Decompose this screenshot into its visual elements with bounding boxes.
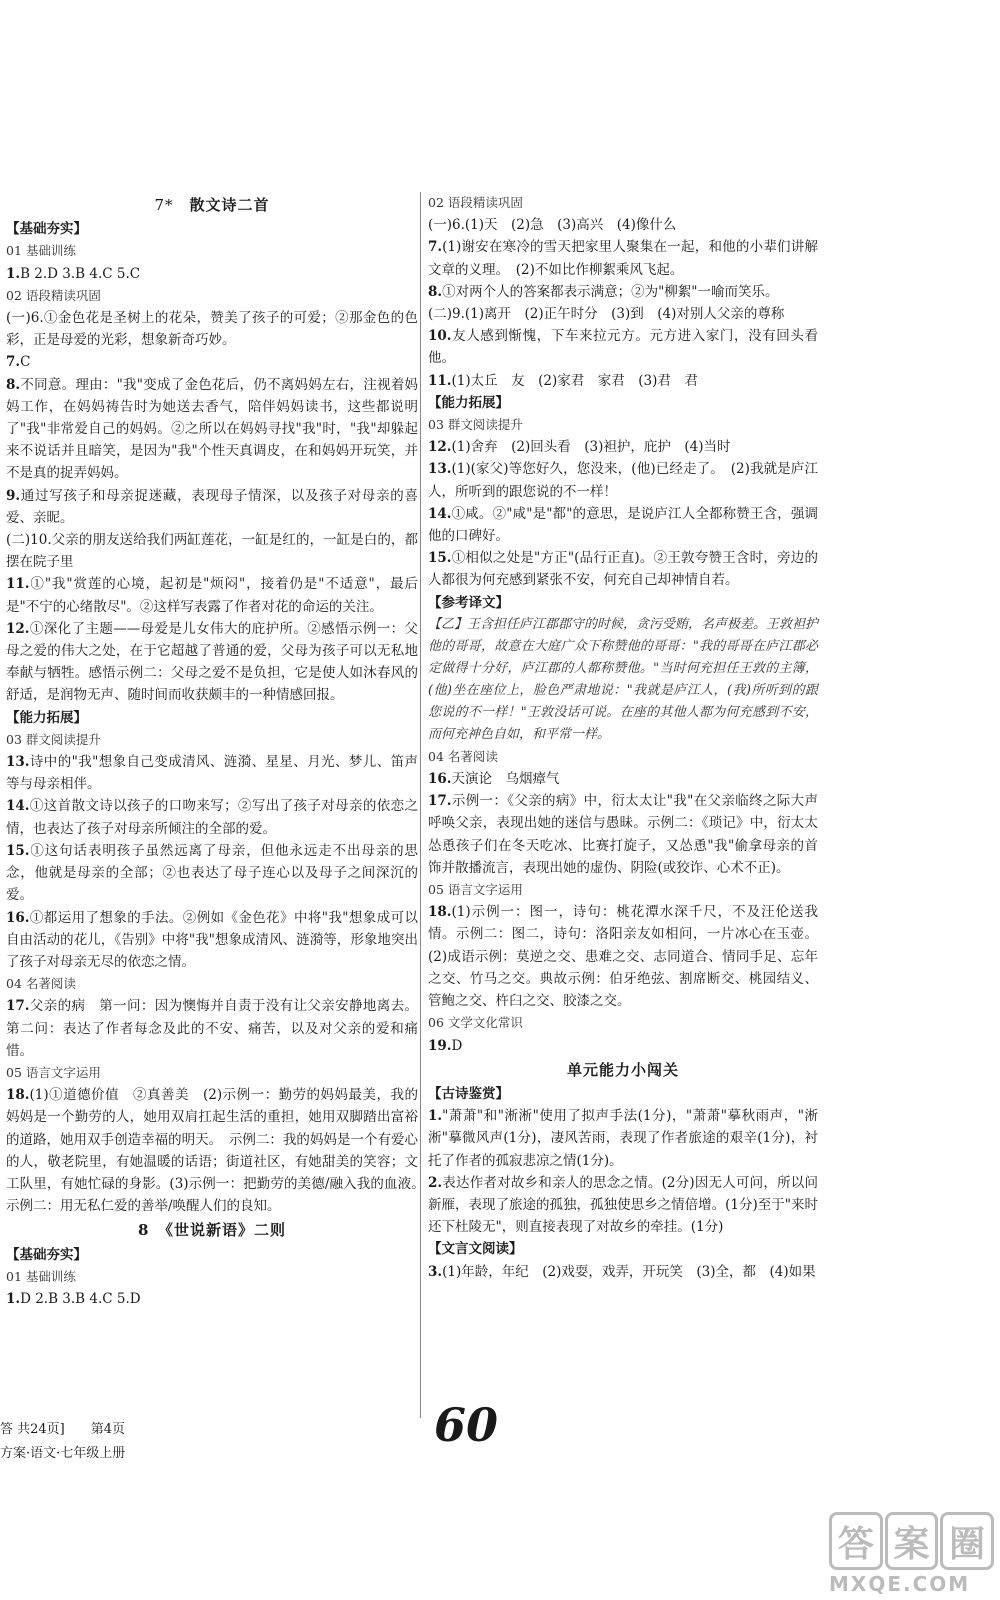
answer-item xyxy=(6,840,418,907)
answer-number: 7. xyxy=(428,239,443,256)
footer xyxy=(0,1418,125,1466)
answer-text: 友人感到惭愧，下车来拉元方。元方进入家门，没有回头看他。 xyxy=(428,328,818,367)
answer-number: 12. xyxy=(6,620,30,637)
answer-number: 18. xyxy=(428,904,452,921)
answer-number: 16. xyxy=(6,909,30,926)
watermark-glyph: 圈 xyxy=(940,1512,994,1570)
answer-text: (1)谢安在寒冷的雪天把家里人聚集在一起，和他的小辈们讲解文章的义理。 (2)不如比作柳絮乘风飞起。 xyxy=(428,239,818,278)
answer-item xyxy=(6,618,418,707)
answer-text: B 2.D 3.B 4.C 5.C xyxy=(20,265,141,282)
answer-text: (1)(家父)等您好久，您没来，(他)已经走了。 (2)我就是庐江人，所听到的跟您说的不一样！ xyxy=(428,461,818,500)
answer-item xyxy=(428,547,818,591)
translation-text: 【乙】王含担任庐江郡郡守的时候，贪污受贿，名声极差。王敦袒护他的哥哥，故意在大庭广众下称赞他的哥哥："我的哥哥在庐江郡必定做得十分好，庐江郡的人都称赞他。"当时何充担任王敦的主簿，(他)坐在座位上，脸色严肃地说："我就是庐江人，(我)所听到的跟您说的不一样！"王敦没话可说。在座的其他人都为何充感到不安，而何充神色自如，和平常一样。 xyxy=(428,616,819,742)
answer-item xyxy=(428,370,818,392)
answer-text: ①这句话表明孩子虽然远离了母亲，但他永远走不出母亲的思念，他就是母亲的全部；②也表达了母子连心以及母子之间深沉的爱。 xyxy=(6,842,418,904)
answer-text: (1)①道德价值 ②真善美 (2)示例一：勤劳的妈妈最美，我的妈妈是一个勤劳的人，她用双肩扛起生活的重担，她用双脚踏出富裕的道路，她用双手创造幸福的明天。 示例二：我的妈妈是一个有爱心的人，敬老院里，有她温暖的话语；街道社区，有她甜美的笑容；文工队里，有她忙碌的身影。(3)示例一：把勤劳的美德/融入我的血液。 示例二：用无私仁爱的善举/唤醒人们的良知。 xyxy=(6,1087,432,1215)
answer-text: 通过写孩子和母亲捉迷藏，表现母子情深，以及孩子对母亲的喜爱、亲昵。 xyxy=(6,487,418,526)
answer-item xyxy=(428,1035,818,1057)
answer-item xyxy=(428,503,818,547)
answer-item xyxy=(428,768,818,790)
answer-item xyxy=(428,436,818,458)
answer-number: 16. xyxy=(428,771,452,788)
answer-text: ①这首散文诗以孩子的口吻来写；②写出了孩子对母亲的依恋之情，也表达了孩子对母亲所倾注的全部的爱。 xyxy=(6,798,418,837)
section-heading: 【古诗鉴赏】 xyxy=(428,1085,509,1102)
subsection-label: 03 群文阅读提升 xyxy=(6,731,101,747)
section-title: 8 《世说新语》二则 xyxy=(138,1221,286,1240)
answer-number: 12. xyxy=(428,439,452,456)
answer-item xyxy=(428,901,818,1012)
answer-item xyxy=(6,351,418,373)
section-title xyxy=(6,194,418,216)
right-column xyxy=(428,192,818,1283)
answer-number: 13. xyxy=(428,461,452,478)
watermark-text: MXQE.COM xyxy=(829,1572,971,1596)
section-title-text: 散文诗二首 xyxy=(189,196,270,214)
subsection-label: 02 语段精读巩固 xyxy=(6,287,101,303)
answer-number: 19. xyxy=(428,1037,452,1054)
answer-item xyxy=(6,529,418,573)
answer-text: D xyxy=(451,1037,463,1054)
answer-text: 示例一：《父亲的病》中，衍太太让"我"在父亲临终之际大声呼唤父亲，表现出她的迷信与愚昧。示例二：《琐记》中，衍太太怂恿孩子们在冬天吃冰、比赛打旋子，又怂恿"我"偷拿母亲的首饰并散播流言，表现出她的虚伪、阴险(或狡诈、心术不正)。 xyxy=(428,793,818,876)
section-heading: 【文言文阅读】 xyxy=(428,1241,523,1258)
answer-number: 14. xyxy=(428,505,452,522)
watermark-glyph: 答 xyxy=(829,1512,883,1570)
answer-number: 11. xyxy=(428,372,452,389)
answer-number: 3. xyxy=(428,1263,443,1280)
answer-item xyxy=(428,236,818,280)
answer-text: (1)年龄，年纪 (2)戏耍，戏弄，开玩笑 (3)全，都 (4)如果 xyxy=(442,1263,816,1280)
answer-number: 2. xyxy=(428,1174,443,1191)
answer-text: (1)舍弃 (2)回头看 (3)袒护，庇护 (4)当时 xyxy=(451,439,731,456)
section-title: 单元能力小闯关 xyxy=(566,1060,679,1079)
footer-page-info: 答 共24页] 第4页 xyxy=(0,1422,126,1437)
subsection-label: 03 群文阅读提升 xyxy=(428,417,523,433)
answer-number: 17. xyxy=(428,793,452,810)
answer-text: (1)太丘 友 (2)家君 家君 (3)君 君 xyxy=(451,372,698,389)
answer-item xyxy=(6,485,418,529)
section-heading: 【能力拓展】 xyxy=(428,394,509,411)
answer-item xyxy=(6,751,418,795)
answer-text: ①相似之处是"方正"(品行正直)。②王敦夸赞王含时，旁边的人都很为何充感到紧张不安，何充自己却神情自若。 xyxy=(428,550,818,589)
answer-item xyxy=(428,281,818,303)
answer-item xyxy=(428,458,818,502)
watermark-logo xyxy=(829,1512,994,1594)
subsection-label: 01 基础训练 xyxy=(6,243,76,259)
answer-text: ①深化了主题——母爱是儿女伟大的庇护所。②感悟示例一：父母之爱的伟大之处，在于它超越了普通的爱，父母为孩子可以无私地奉献与牺牲。感悟示例二：父母之爱不是负担，它是使人如沐春风的舒适，是润物无声、随时间而收获颇丰的一种情感回报。 xyxy=(6,620,418,704)
subsection-label: 05 语言文字运用 xyxy=(428,882,523,898)
answer-text: ①咸。②"咸"是"都"的意思，是说庐江人全都称赞王含，强调他的口碑好。 xyxy=(428,505,818,545)
section-number: 7* xyxy=(154,196,174,214)
section-heading: 【能力拓展】 xyxy=(6,709,87,726)
answer-item xyxy=(428,325,818,369)
answer-text: (二)9.(1)离开 (2)正午时分 (3)到 (4)对别人父亲的尊称 xyxy=(428,306,785,323)
section-heading: 【基础夯实】 xyxy=(6,1246,87,1263)
answer-number: 15. xyxy=(428,550,452,567)
answer-number: 8. xyxy=(6,376,21,393)
answer-number: 13. xyxy=(6,754,30,771)
answer-text: 父亲的病 第一问：因为懊悔并自责于没有让父亲安静地离去。第二问：表达了作者每念及此的不安、痛苦，以及对父亲的爱和痛惜。 xyxy=(6,998,418,1059)
answer-number: 1. xyxy=(6,1290,21,1307)
left-column xyxy=(6,192,432,1310)
answer-item xyxy=(6,307,418,351)
subsection-label: 02 语段精读巩固 xyxy=(428,195,523,210)
answer-item xyxy=(428,303,818,325)
answer-item xyxy=(428,214,818,236)
watermark-glyph: 案 xyxy=(885,1512,939,1570)
answer-number: 18. xyxy=(6,1087,30,1104)
answer-text: ①"我"赏莲的心境，起初是"烦闷"，接着仍是"不适意"，最后是"不宁的心绪散尽"。②这样写表露了作者对花的命运的关注。 xyxy=(6,576,418,615)
answer-item xyxy=(428,1105,818,1172)
answer-text: 诗中的"我"想象自己变成清风、涟漪、星星、月光、梦儿、笛声等与母亲相伴。 xyxy=(6,754,418,793)
answer-item xyxy=(6,995,418,1062)
answer-item xyxy=(6,1084,432,1217)
answer-text: ①都运用了想象的手法。②例如《金色花》中将"我"想象成可以自由活动的花儿，《告别》中将"我"想象成清风、涟漪等，形象地突出了孩子对母亲无尽的依恋之情。 xyxy=(6,909,418,970)
section-heading: 【基础夯实】 xyxy=(6,221,87,238)
answer-text: "萧萧"和"淅淅"使用了拟声手法(1分)，"萧萧"摹秋雨声，"淅淅"摹微风声(1分)，凄风苦雨，表现了作者旅途的艰辛(1分)，衬托了作者的孤寂悲凉之情(1分)。 xyxy=(428,1108,818,1169)
section-heading: 【参考译文】 xyxy=(428,594,509,611)
answer-number: 7. xyxy=(6,354,21,371)
answer-text: (一)6.①金色花是圣树上的花朵，赞美了孩子的可爱；②那金色的色彩，正是母爱的光彩，想象新奇巧妙。 xyxy=(6,310,418,349)
subsection-label: 01 基础训练 xyxy=(6,1268,76,1284)
subsection-label: 04 名著阅读 xyxy=(428,748,498,764)
answer-item xyxy=(6,907,418,974)
answer-number: 14. xyxy=(6,798,30,815)
answer-number: 1. xyxy=(428,1108,443,1125)
answer-text: (1)示例一：图一，诗句：桃花潭水深千尺，不及汪伦送我情。示例二：图二，诗句：洛阳亲友如相问，一片冰心在玉壶。(2)成语示例：莫逆之交、患难之交、志同道合、情同手足、忘年之交、竹马之交。典故示例：伯牙绝弦、割席断交、桃园结义、管鲍之交、杵臼之交、胶漆之交。 xyxy=(428,904,818,1010)
answer-number: 1. xyxy=(6,265,21,282)
answer-item xyxy=(428,790,818,879)
answer-number: 17. xyxy=(6,998,30,1015)
answer-number: 8. xyxy=(428,283,443,300)
answer-number: 9. xyxy=(6,487,21,504)
answer-text: (二)10.父亲的朋友送给我们两缸莲花，一缸是红的，一缸是白的，都摆在院子里 xyxy=(6,532,418,571)
answer-number: 11. xyxy=(6,576,30,593)
answer-number: 10. xyxy=(428,328,452,345)
answer-text: 天演论 乌烟瘴气 xyxy=(451,771,560,788)
footer-book-title: 方案·语文·七年级上册 xyxy=(0,1446,126,1461)
answer-text: D 2.B 3.B 4.C 5.D xyxy=(20,1290,141,1307)
answer-text: 不同意。理由："我"变成了金色花后，仍不离妈妈左右，注视着妈妈工作，在妈妈祷告时为她送去香气，陪伴妈妈读书，这些都说明了"我"非常爱自己的妈妈。②之所以在妈妈寻找"我"时，"我"却躲起来不说话并且暗笑，是因为"我"个性天真调皮，在和妈妈开玩笑，并不是真的捉弄妈妈。 xyxy=(6,376,418,482)
answer-text: ①对两个人的答案都表示满意；②为"柳絮"一喻而笑乐。 xyxy=(442,283,779,300)
answer-item xyxy=(6,795,418,839)
answer-item xyxy=(6,263,418,285)
answer-text: C xyxy=(20,354,31,371)
subsection-label: 06 文学文化常识 xyxy=(428,1015,523,1031)
subsection-label: 04 名著阅读 xyxy=(6,976,76,992)
answer-item xyxy=(428,1261,818,1283)
answer-text: 表达作者对故乡和亲人的思念之情。(2分)因无人可问，所以问新雁，表现了旅途的孤独，孤独使思乡之情倍增。(1分)至于"来时还下杜陵无"，则直接表现了对故乡的牵挂。(1分) xyxy=(428,1174,818,1236)
answer-item xyxy=(6,374,418,485)
page-number: 60 xyxy=(434,1398,499,1452)
subsection-label: 05 语言文字运用 xyxy=(6,1064,101,1080)
column-divider xyxy=(420,192,421,1418)
answer-item xyxy=(6,1288,418,1310)
answer-item xyxy=(428,1172,818,1239)
answer-item xyxy=(6,573,418,617)
answer-number: 15. xyxy=(6,842,30,859)
answer-text: (一)6.(1)天 (2)急 (3)高兴 (4)像什么 xyxy=(428,217,677,234)
